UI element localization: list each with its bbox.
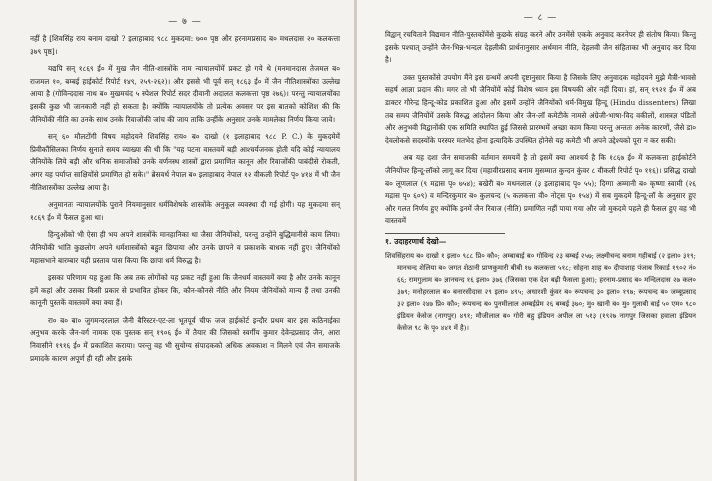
paragraph: हिन्दुओंको भी ऐसा ही भय अपने शास्त्रोंके मानहानिका था जैसा जैनियोंको, परन्तु उन्होंने बुद्धिमानीसे काम लिया। जैनियोंकी भांति कुछलोग अपने धर्मशास्त्रोंको बहुत छिपाया और उनके छापने व प्रकाशके बाधक नहीं हुए। जैनियोंको महासभाने बारम्बार यही प्रस्ताव पास किया कि छापा धर्म विरुद्ध है। <box>30 230 340 265</box>
paragraph: उक्त पुस्तकोंसे उपयोग मैंने इस ग्रन्थमें अपनी दृष्टानुसार किया है जिसके लिए अनुवादक महोदयने मुझे मैत्री-भावसे सहर्ष आज्ञा प्रदान की। मगर तो भी जैनियोंमें कोई विशेष ध्यान इस विषयकी ओर नहीं दिया। हां, सन् १९२१ ई० में अब डाक्टर गौरेन्द्र हिन्दू-कोड प्रकाशित हुआ और इसमें उन्होंने जैनियोंको धर्म-विमुख हिन्दू (Hindu dissenters) लिखा तब समय जैनियोंमें उसके विरुद्ध आंदोलन किया और जैन-लॉ कमेटीके नामसे अंग्रेजी-भाषा-विद वकीलों, शास्त्रज्ञ पंडितों और अनुभवी विद्वानोंकी एक समिति स्थापित हुई जिससे प्रारम्भमें अच्छा काम किया परन्तु अन्ततः अनेक कारणों, जैसे डा० देवलोकसे सदस्योंके परस्पर मतभेद होना इत्यादिके उपस्थित होनेसे यह कमेटी भी अपने उद्देश्यको पूरा न कर सकी। <box>385 72 696 145</box>
footnote-heading: १. उदाहरणार्थ देखो— <box>385 236 447 246</box>
footnote-text: शिवसिंहराय ब० दाखो १ इला० ९८८ प्रि० कौ०; अम्बाबाई ब० गोविन्द २३ बम्बई २५७; लक्ष्मीचन्द बनाम गहीबाई (२ इला० ३१९; मानचन्द शेलिया ब० जगत शेठानी प्राणकुमारी बीबी १७ कलकत्ता ५१८; सोहना शाह ब० दीपाशाह पंजाब रिकार्ड १९०२ नं० ६६; रामगुलाम ब० ज्ञानचन्द १६ इला० ३७६ (जिसका एक देश बढ़ी फैसला हुआ); हरनाम-प्रसाद ब० मन्दिलदास २७ कल० ३७९; मनोहरलाल ब० बनारसीदास २९ इला० ४९५; अधारशी कुंवर ब० रूपचन्द ३० इला० १९७; रूपचन्द ब० जम्बूप्रसाद ३२ इला० २४७ प्रि० कौ०; रूपचन्द ब० पुनमीलाल अम्बईप्रेम २६ बम्बई ३७०; मु० खानी ब० मु० गुलाबी बाई ५० एम० ९८० इंडियन केसेज (नागपुर) ४९१; मौजीलाल ब० गोरी बहु इंडियन अपील ला ५१३ (१९२७ नागपुर जिसका हवाला इंडियन केसेज ९८ के पृ० ४४१ में है)। <box>385 251 696 332</box>
paragraph: अब यह दशा जैन समाजकी वर्तमान समयमें है तो इसमें क्या आश्चर्य है कि १८६७ ई० में कलकत्ता हाईकोर्टने जैनियोंपर हिन्दू-लॉको लागू कर दिया (महावीरप्रसाद बनाम मुसम्मात कुन्दन कुंवर ८ वीकली रिपोर्ट पृ० ११६)। प्रसिद्ध दाखो ब० लूणलाल (९ मद्रास पृ० ७५४); बखेरी ब० मथनलाल (३ इलाहाबाद पृ० ५५); दिग्गा अम्मानी ब० कृष्णा स्वामी (२६ मद्रास पृ० ६०९) व मन्दिरकुमार ब० कुलचन्द (५ कलकत्ता वी० नोट्स पृ० १५४) में सब मुकदमे हिन्दू-लॉ के अनुसार हुए और गलत निर्णय हुए क्योंकि इनमें जैन रिवाज (नीति) प्रमाणित नहीं पाया गया और जो मुकदमे पहले ही फैसल हुए वह भी वास्तवमें <box>385 153 696 226</box>
paragraph: रा० ब० बा० जुगमन्दरलाल जैनी बैरिस्टर-एट-ला भूतपूर्व चीफ जज हाईकोर्ट इन्दौर प्रथम बार इस कठिनाईका अनुभव करके जैन-वर्ग नामक एक पुस्तक सन् १९०६ ई० में तैयार की जिसको स्वर्गीय कुमार देवेन्द्रप्रसाद जैन, आरा निवासीने १९१६ ई० में प्रकाशित कराया। परन्तु वह भी सुयोग्य संपादकको अधिक अवकाश न मिलने एवं जैन समाजके प्रमादके कारण अपूर्ण ही रही और इसके <box>30 315 340 363</box>
paragraph: यद्यपि सन् १८६९ ई० में मुख जैन नीति-शास्त्रोंके नाम न्यायालयोंमें प्रकट हो गये थे (मनमानदास तेजमल ब० राजमल १०, बम्बई हाईकोर्ट रिपोर्ट १४९, २५९-२६२)। और इससे भी पूर्व सन् १८६३ ई० में जैन नीतिशास्त्रोंका उल्लेख आया है (गोविन्ददास नाथ ब० मुखमचंद ५ स्पेशल रिपोर्ट सदर दीवानी अदालत कलकत्ता पृष्ठ २७६)। परन्तु न्यायालयोंका इसकी कुछ भी जानकारी नहीं हो सकता है। क्योंकि न्यायालयोंके तो प्रत्येक अवसर पर इस बातको कोशिश की कि जैनियोंकी नीति का उनके साथ उनके रिवाजोंकी जांच की जाय ताकि उन्हींके अनुसार उनके मामलेका निर्णय किया जावे। <box>30 64 340 124</box>
paragraph: अनुमानतः न्यायालयोंके पुराने नियमानुसार धर्मविशेषके शास्त्रोंके अनुकूल व्यवस्था दी गई होगी। यह मुकदमा सन् १८६९ ई० में फैसल हुआ था। <box>30 200 340 222</box>
left-page <box>0 0 354 481</box>
paragraph: विद्वान् रचयिताने विद्यमान नीति-पुस्तकोंमेंसे कुछके संग्रह करने और उनमेंसे एकके अनुवाद करनेपर ही संतोष किया। किन्तु इसके पश्चात् उन्होंने जैन-भिन्न-भन्दल देहलीकी प्रार्थनानुसार अर्थमान नीति, देहलवी जैन संहिताका भी अनुवाद कर दिया है। <box>385 30 696 65</box>
footnote-divider <box>385 233 505 234</box>
paragraph: नहीं है [शिवसिंह राय बनाम दाखो ? इलाहाबाद ९८८ मुकदमा: ७०० पृष्ठ और हरनामप्रसाद ब० मथलदास २० कलकत्ता ३७९ पृष्ठ]। <box>30 34 340 56</box>
page-number: — ८ — <box>523 13 558 23</box>
paragraph: सन् ६० मौलटोंगी विषय महोदयने शिवसिंह राय० ब० दाखो (१ इलाहाबाद ९८८ P. C.) के मुकदमेमें प्रिवीकौंसिलका निर्णय सुनाते समय व्याख्या की थी कि "यह पटना वास्तवमें बड़ी आश्चर्यजनक होती यदि कोई न्यायालय जैनियोंके लिये बड़ी और धनिक समाजोंको उनके वर्णनस्थ शास्त्रों द्वारा प्रमाणित कानून और रिवाजोंकी पाबंदीसे रोकती, अगर यह पर्याप्त साक्षियोंसे प्रमाणित हो सके।" ब्रेसवर्थ नेपाल ब० इलाहाबाद नेपाल १२ वीकली रिपोर्ट पृ० ४१४ में भी जैन नीतिशास्त्रोंका उल्लेख आया है। <box>30 132 340 192</box>
paragraph: इसका परिणाम यह हुआ कि अब तक लोगोंको यह प्रकट नहीं हुआ कि जैनधर्म वास्तवमें क्या है और उनके कानून हमें कहां और उसका किसी प्रकार से प्रभावित होकर कि, कौन-कौनसे नीति और नियम जैनियोंको मान्य हैं तथा उनकी कानूनी पुस्तकें वास्तवमें क्या क्या हैं। <box>30 273 340 308</box>
right-page <box>357 0 712 481</box>
page-number: — ७ — <box>168 17 202 27</box>
